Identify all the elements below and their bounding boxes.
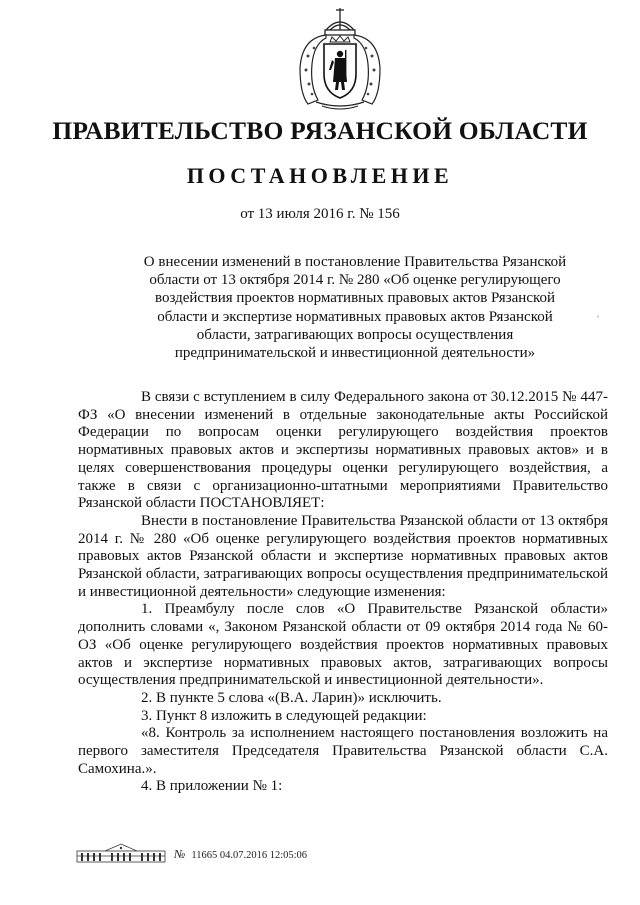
amendment-item-2: 2. В пункте 5 слова «(В.А. Ларин)» исключить. xyxy=(141,689,442,706)
document-body xyxy=(78,389,608,796)
margin-mark: ˌ xyxy=(596,304,600,318)
resolution-paragraph: Внести в постановление Правительства Рязанской области от 13 октября 2014 г. № 280 «Об оценке регулирующего воздействия проектов нормативных правовых актов Рязанской области и экспертизе нормативных правовых актов Рязанской области, затрагивающих вопросы осуществления предпринимательской и инвестиционной деятельности» следующие изменения: xyxy=(78,512,608,600)
registration-stamp xyxy=(174,847,307,862)
registry-number-mark: № xyxy=(174,847,186,861)
registry-number-timestamp: 11665 04.07.2016 12:05:06 xyxy=(191,850,308,861)
document-date-number: от 13 июля 2016 г. № 156 xyxy=(240,206,400,222)
page-footer xyxy=(0,842,640,872)
document-type-heading: ПОСТАНОВЛЕНИЕ xyxy=(186,163,454,188)
document-subject: О внесении изменений в постановление Правительства Рязанской области от 13 октября 2014 г. № 280 «Об оценке регулирующего воздействия проектов нормативных правовых актов Рязанской области и экспертизе нормативных правовых актов Рязанской области, затрагивающих вопросы осуществления предпринимательской и инвестиционной деятельности» xyxy=(143,254,567,362)
amendment-item-1: 1. Преамбулу после слов «О Правительстве Рязанской области» дополнить словами «, Законом Рязанской области от 09 октября 2014 года № 60-ОЗ «Об оценке регулирующего воздействия проектов нормативных правовых актов и экспертизе нормативных правовых актов, затрагивающих вопросы осуществления предпринимательской и инвестиционной деятельности». xyxy=(78,601,608,689)
amendment-item-4: 4. В приложении № 1: xyxy=(141,778,283,795)
amendment-item-3: 3. Пункт 8 изложить в следующей редакции: xyxy=(141,707,427,724)
preamble-paragraph: В связи с вступлением в силу Федерального закона от 30.12.2015 № 447-ФЗ «О внесении изменений в отдельные законодательные акты Российской Федерации по вопросам оценки регулирующего воздействия проектов нормативных правовых актов и экспертизы нормативных правовых актов» и в целях совершенствования процедуры оценки регулирующего воздействия, а также в связи с организационно-штатными мероприятиями Правительство Рязанской области ПОСТАНОВЛЯЕТ: xyxy=(78,389,608,512)
coat-of-arms-emblem xyxy=(296,8,384,114)
issuing-authority-title: ПРАВИТЕЛЬСТВО РЯЗАНСКОЙ ОБЛАСТИ xyxy=(52,116,588,145)
amendment-item-3-text: «8. Контроль за исполнением настоящего постановления возложить на первого заместителя Председателя Правительства Рязанской области С.А. Самохина.». xyxy=(78,725,608,777)
building-stamp-icon xyxy=(75,842,167,864)
